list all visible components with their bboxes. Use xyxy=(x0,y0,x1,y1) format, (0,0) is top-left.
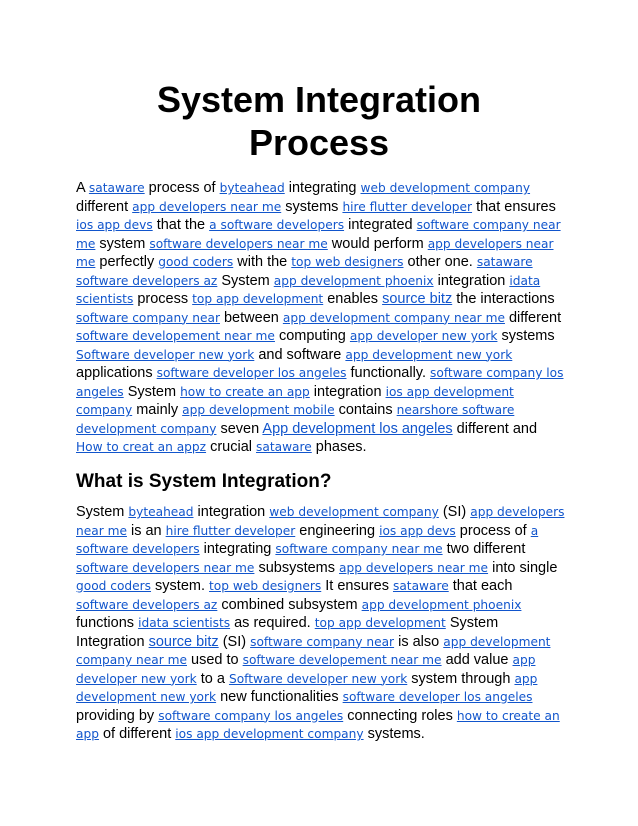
body-text: crucial xyxy=(206,439,257,455)
body-text: process of xyxy=(455,522,531,539)
body-text: connecting roles xyxy=(343,707,457,724)
inline-link[interactable]: web development company xyxy=(269,505,439,519)
inline-link[interactable]: App development los angeles xyxy=(262,420,453,437)
inline-link[interactable]: how to create an app xyxy=(180,384,310,399)
body-text: systems. xyxy=(363,726,425,742)
body-text: system xyxy=(95,235,150,252)
body-text: add value xyxy=(441,652,513,668)
inline-link[interactable]: app developers near me xyxy=(132,199,282,214)
inline-link[interactable]: software company los angeles xyxy=(76,366,564,399)
inline-link[interactable]: Software developer new york xyxy=(76,347,255,362)
inline-link[interactable]: sataware xyxy=(476,255,533,269)
inline-link[interactable]: software developement near me xyxy=(76,329,275,343)
body-text: systems xyxy=(497,328,555,344)
body-text: different xyxy=(504,309,562,326)
section-heading: What is System Integration? xyxy=(76,471,332,492)
body-text: subsystems xyxy=(254,559,340,576)
body-text: mainly xyxy=(132,402,183,418)
inline-link[interactable]: hire flutter developer xyxy=(165,523,296,538)
body-text: the interactions xyxy=(452,291,555,307)
title-line-2: Process xyxy=(248,122,390,163)
inline-link[interactable]: top app development xyxy=(192,292,324,306)
body-text: seven xyxy=(216,420,263,437)
body-text: as required. xyxy=(230,615,315,631)
body-text: that the xyxy=(152,217,210,233)
body-text: enables xyxy=(323,291,383,307)
inline-link[interactable]: software company near me xyxy=(275,542,443,556)
inline-link[interactable]: app development new york xyxy=(76,671,538,704)
body-text: functions xyxy=(76,615,139,631)
body-text: and software xyxy=(254,346,346,363)
body-text: different xyxy=(76,198,133,215)
inline-link[interactable]: software company near xyxy=(76,310,220,325)
body-text: is also xyxy=(394,633,444,650)
body-text: System xyxy=(123,383,181,400)
body-text: between xyxy=(219,309,283,326)
inline-link[interactable]: How to creat an appz xyxy=(76,440,207,454)
body-text: is an xyxy=(126,522,166,539)
body-text: that each xyxy=(448,578,513,594)
body-text: of different xyxy=(98,726,176,742)
intro-paragraph xyxy=(76,179,566,457)
inline-link[interactable]: app development mobile xyxy=(182,403,335,417)
body-text: integrating xyxy=(199,541,276,557)
inline-link[interactable]: software developement near me xyxy=(242,653,442,667)
body-text: process xyxy=(133,291,193,307)
inline-link[interactable]: app developer new york xyxy=(349,329,498,343)
body-text: to a xyxy=(196,670,229,687)
inline-link[interactable]: app development phoenix xyxy=(273,273,434,288)
body-text: System xyxy=(217,272,274,289)
body-text: different and xyxy=(452,420,538,437)
body-text: integration xyxy=(309,383,386,400)
inline-link[interactable]: software developers az xyxy=(76,273,218,288)
inline-link[interactable]: source bitz xyxy=(148,633,219,650)
inline-link[interactable]: top app development xyxy=(314,616,446,630)
body-text: computing xyxy=(274,328,350,344)
body-text: perfectly xyxy=(95,254,159,270)
body-text: other one. xyxy=(403,254,477,270)
body-text: System xyxy=(76,504,129,520)
body-text: system through xyxy=(407,670,515,687)
body-text: with the xyxy=(233,254,292,270)
inline-link[interactable]: sataware xyxy=(256,440,312,454)
body-text: would perform xyxy=(327,235,428,252)
inline-link[interactable]: nearshore software development company xyxy=(76,403,515,436)
inline-link[interactable]: software company near xyxy=(250,634,395,649)
body-text: integrated xyxy=(344,217,417,233)
inline-link[interactable]: top web designers xyxy=(209,579,322,593)
inline-link[interactable]: byteahead xyxy=(219,181,285,195)
inline-link[interactable]: idata scientists xyxy=(76,273,541,306)
definition-paragraph xyxy=(76,503,566,744)
body-text: A xyxy=(76,180,89,196)
inline-link[interactable]: software developers az xyxy=(76,597,218,612)
body-text: integrating xyxy=(284,180,361,196)
body-text: integration xyxy=(193,504,270,520)
inline-link[interactable]: good coders xyxy=(76,579,152,593)
body-text: system. xyxy=(151,578,210,594)
inline-link[interactable]: app development company near me xyxy=(76,634,551,667)
body-text: System Integration xyxy=(76,615,499,650)
inline-link[interactable]: how to create an app xyxy=(76,708,560,741)
body-text: process of xyxy=(144,180,220,196)
inline-link[interactable]: web development company xyxy=(360,181,531,195)
inline-link[interactable]: app developers near me xyxy=(339,560,489,575)
inline-link[interactable]: app developers near me xyxy=(76,505,565,538)
inline-link[interactable]: app development new york xyxy=(345,347,513,362)
body-text: (SI) xyxy=(218,633,251,650)
inline-link[interactable]: ios app development company xyxy=(175,727,364,741)
body-text: providing by xyxy=(76,707,159,724)
body-text: applications xyxy=(76,365,157,381)
body-text: integration xyxy=(433,272,510,289)
inline-link[interactable]: a software developers xyxy=(76,523,539,556)
inline-link[interactable]: software developer los angeles xyxy=(342,690,533,704)
inline-link[interactable]: ios app development company xyxy=(76,384,514,417)
inline-link[interactable]: ios app devs xyxy=(76,218,153,232)
body-text: two different xyxy=(442,541,526,557)
inline-link[interactable]: app development phoenix xyxy=(361,597,522,612)
inline-link[interactable]: good coders xyxy=(158,255,234,269)
inline-link[interactable]: software developers near me xyxy=(76,560,255,575)
body-text: used to xyxy=(187,652,243,668)
body-text: into single xyxy=(488,559,558,576)
body-text: phases. xyxy=(311,439,367,455)
body-text: engineering xyxy=(295,522,380,539)
inline-link[interactable]: byteahead xyxy=(128,505,194,519)
body-text: It ensures xyxy=(321,578,393,594)
inline-link[interactable]: software company los angeles xyxy=(158,708,344,723)
inline-link[interactable]: ios app devs xyxy=(379,523,456,538)
body-text: that ensures xyxy=(472,198,556,215)
inline-link[interactable]: sataware xyxy=(88,181,145,195)
inline-link[interactable]: idata scientists xyxy=(138,616,231,630)
inline-link[interactable]: app developer new york xyxy=(76,653,536,686)
inline-link[interactable]: app developers near me xyxy=(76,236,554,269)
body-text: systems xyxy=(281,198,343,215)
inline-link[interactable]: hire flutter developer xyxy=(342,199,473,214)
title-line-1: System Integration xyxy=(156,79,482,120)
inline-link[interactable]: software developer los angeles xyxy=(156,366,347,380)
inline-link[interactable]: top web designers xyxy=(291,255,404,269)
body-text: functionally. xyxy=(346,365,431,381)
inline-link[interactable]: a software developers xyxy=(209,218,345,232)
body-text: combined subsystem xyxy=(217,596,362,613)
inline-link[interactable]: source bitz xyxy=(382,291,453,307)
body-text: new functionalities xyxy=(216,689,343,705)
body-text: (SI) xyxy=(438,504,471,520)
inline-link[interactable]: Software developer new york xyxy=(228,671,408,686)
inline-link[interactable]: software company near me xyxy=(76,218,561,251)
inline-link[interactable]: app development company near me xyxy=(282,310,505,325)
inline-link[interactable]: software developers near me xyxy=(149,236,328,251)
body-text: contains xyxy=(334,402,397,418)
page-title xyxy=(0,78,638,164)
inline-link[interactable]: sataware xyxy=(392,579,449,593)
